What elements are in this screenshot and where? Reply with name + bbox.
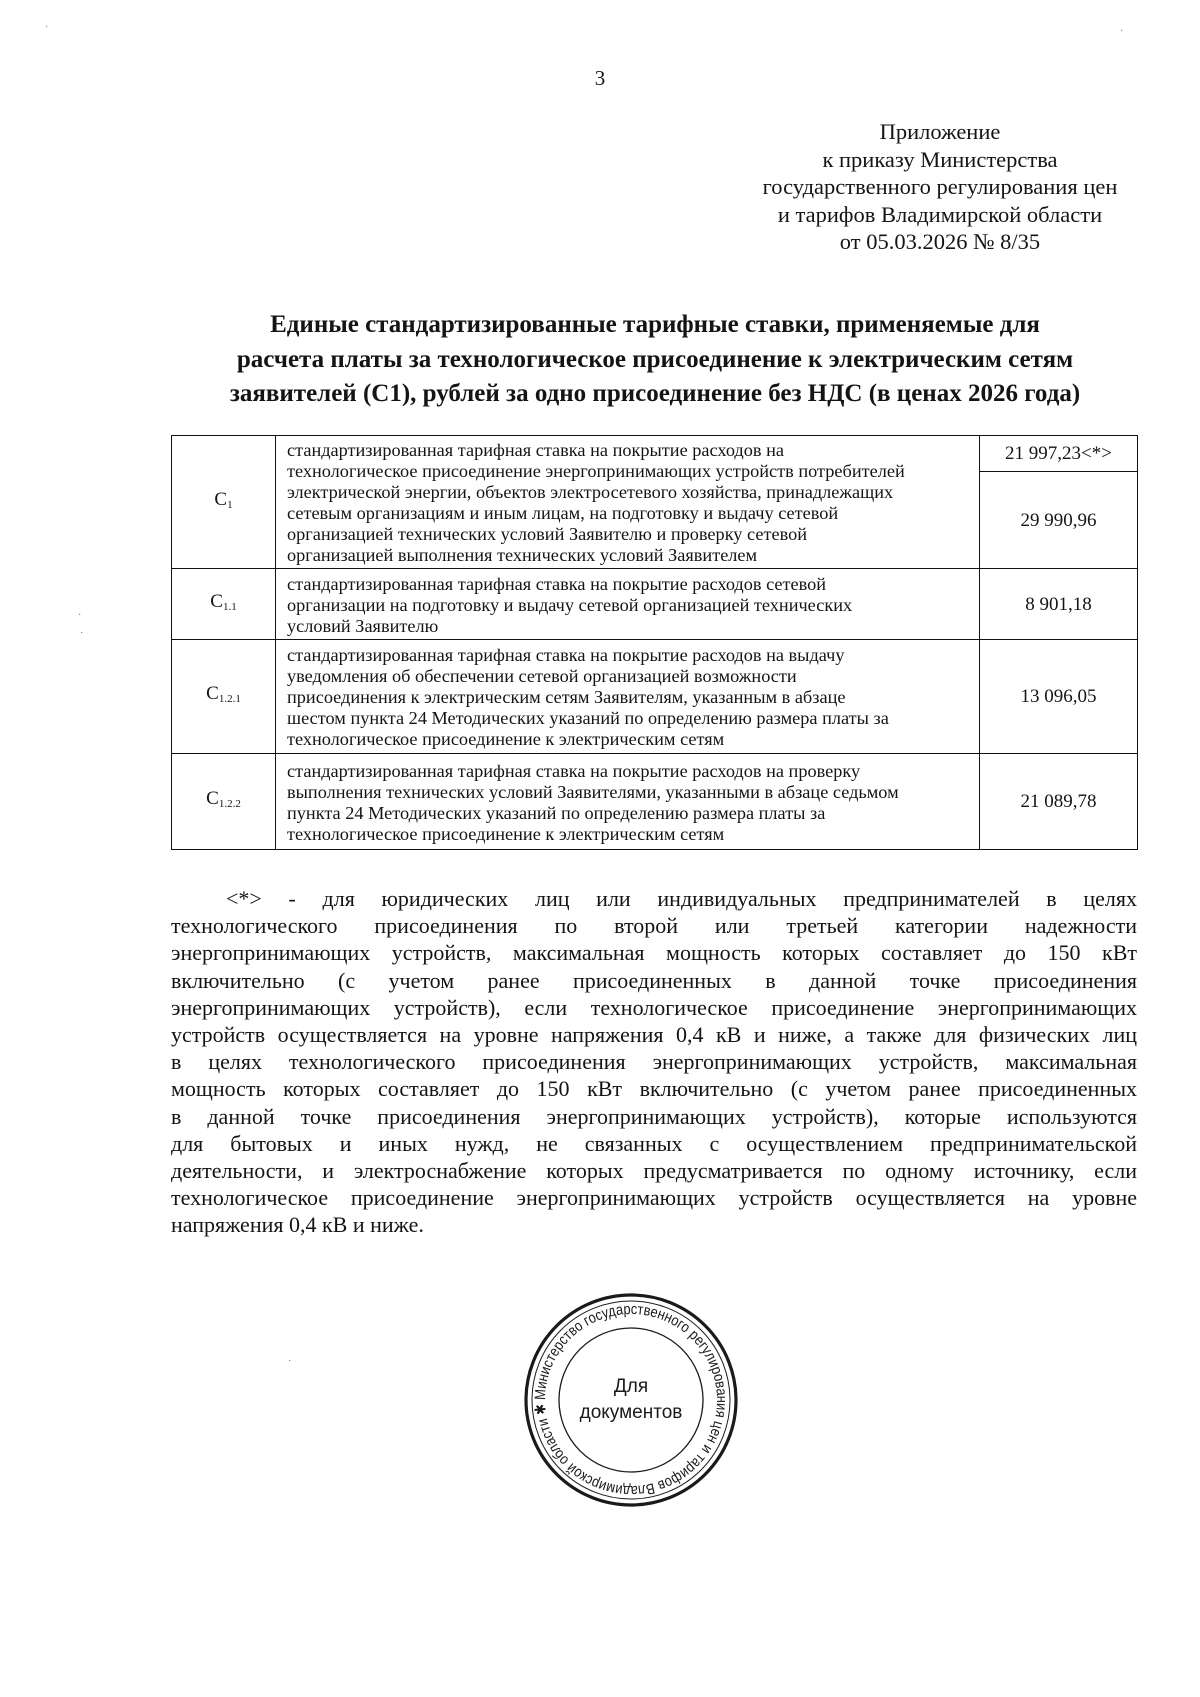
footnote-line: включительно (с учетом ранее присоединенных в данной точке присоединения (171, 967, 1137, 993)
seal-outer-ring (526, 1295, 736, 1505)
rate-description: стандартизированная тарифная ставка на покрытие расходов на технологическое присоединение энергопринимающих устройств потребителей электрической энергии, объектов электросетевого хозяйства, принадлежащих сетевым организациям и иным лицам, на подготовку и выдачу сетевой организацией технических условий Заявителю и проверку сетевой организацией выполнения технических условий Заявителем (276, 436, 980, 569)
rate-value: 21 997,23<*> (980, 436, 1138, 472)
table-row (172, 640, 1138, 754)
header-line: государственного регулирования цен (762, 174, 1118, 199)
rate-value: 29 990,96 (980, 472, 1138, 569)
seal-center-line: Для (613, 1376, 649, 1397)
footnote-line: деятельности, и электроснабжение которых предусматривается по одному источнику, если (171, 1158, 1137, 1184)
scan-speck: · (45, 22, 49, 33)
footnote-line: мощность которых составляет до 150 кВт включительно (с учетом ранее присоединенных (171, 1076, 1137, 1102)
scan-speck: · (1120, 26, 1124, 37)
rate-value: 13 096,05 (980, 640, 1138, 754)
footnote-line: устройств осуществляется на уровне напряжения 0,4 кВ и ниже, а также для физических лиц (171, 1022, 1137, 1048)
tariff-rates-table (171, 435, 1138, 850)
footnote-line: технологическое присоединение энергопринимающих устройств осуществляется на уровне (171, 1185, 1137, 1211)
table-row (172, 436, 1138, 472)
seal-center-ring (559, 1328, 703, 1472)
header-line: от 05.03.2026 № 8/35 (839, 229, 1041, 254)
footnote-line: в целях технологического присоединения энергопринимающих устройств, максимальная (171, 1049, 1137, 1075)
footnote-line: <*> - для юридических лиц или индивидуальных предпринимателей в целях (226, 886, 1137, 911)
rate-value: 21 089,78 (980, 754, 1138, 850)
seal-center-line: документов (579, 1402, 683, 1423)
title-line: Единые стандартизированные тарифные ставки, применяемые для (270, 311, 1040, 338)
page-number: 3 (594, 66, 606, 90)
document-title (160, 308, 1150, 412)
scan-speck: · (78, 610, 82, 621)
scan-speck: · (288, 1356, 292, 1367)
rate-value: 8 901,18 (980, 569, 1138, 640)
footnote-line: технологического присоединения по второй или третьей категории надежности (171, 913, 1137, 939)
scan-speck: · (80, 628, 84, 639)
official-seal (523, 1292, 739, 1508)
title-line: заявителей (С1), рублей за одно присоединение без НДС (в ценах 2026 года) (229, 380, 1081, 407)
seal-ring-text: Министерство государственного регулирования цен и тарифов Владимирской области ✱ (531, 1300, 731, 1500)
rate-description: стандартизированная тарифная ставка на покрытие расходов на выдачу уведомления об обеспечении сетевой организацией возможности присоединения к электрическим сетям Заявителям, указанным в абзаце шестом пункта 24 Методических указаний по определению размера платы за технологическое присоединение к электрическим сетям (276, 640, 980, 754)
header-line: Приложение (879, 119, 1001, 144)
rate-code: $С_{1.1}$ (172, 569, 276, 640)
footnote-line: в данной точке присоединения энергопринимающих устройств), которые используются (171, 1103, 1137, 1129)
rate-description: стандартизированная тарифная ставка на покрытие расходов сетевой организации на подготовку и выдачу сетевой организацией технических условий Заявителю (276, 569, 980, 640)
appendix-header (740, 118, 1140, 256)
table-row (172, 754, 1138, 850)
header-line: и тарифов Владимирской области (777, 201, 1103, 227)
footnote-line: энергопринимающих устройств), если технологическое присоединение энергопринимающих (171, 994, 1137, 1020)
footnote-line: энергопринимающих устройств, максимальная мощность которых составляет до 150 кВт (171, 940, 1137, 966)
rate-code: $С_{1.2.2}$ (172, 754, 276, 850)
title-line: расчета платы за технологическое присоединение к электрическим сетям (236, 345, 1074, 373)
table-row (172, 569, 1138, 640)
rate-code: $С_1$ (172, 436, 276, 569)
rate-description: стандартизированная тарифная ставка на покрытие расходов на проверку выполнения технических условий Заявителями, указанными в абзаце седьмом пункта 24 Методических указаний по определению размера платы за технологическое присоединение к электрическим сетям (276, 754, 980, 850)
footnote-line: для бытовых и иных нужд, не связанных с осуществлением предпринимательской (171, 1130, 1137, 1156)
header-line: к приказу Министерства (822, 146, 1058, 172)
footnote-line: напряжения 0,4 кВ и ниже. (171, 1212, 424, 1238)
rate-code: $С_{1.2.1}$ (172, 640, 276, 754)
footnote (171, 885, 1137, 1239)
